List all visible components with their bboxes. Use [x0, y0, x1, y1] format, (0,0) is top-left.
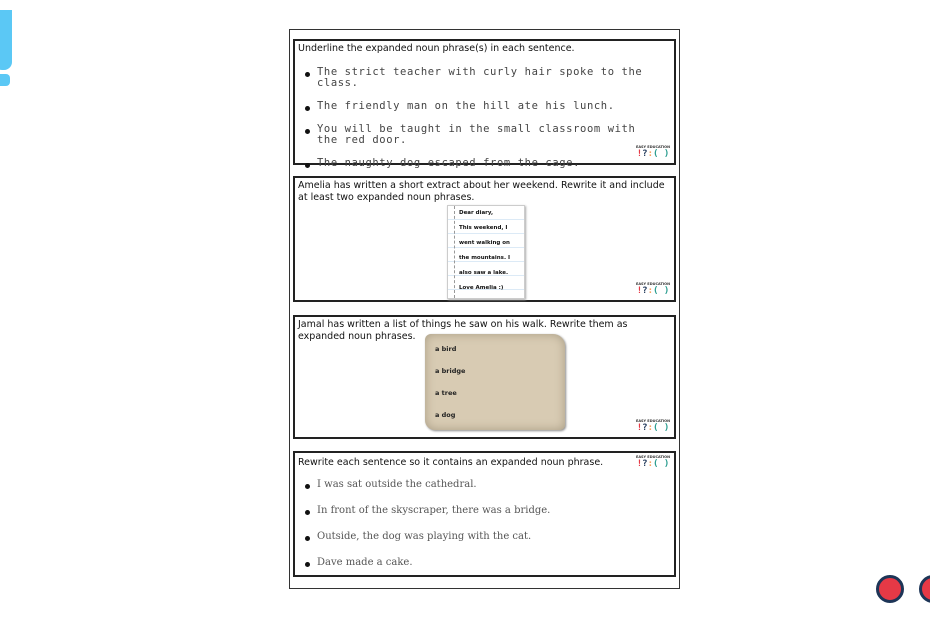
diary-line: also saw a lake. — [459, 270, 509, 276]
torn-paper-image — [425, 334, 565, 430]
sentence-text: Dave made a cake. — [317, 557, 413, 568]
diary-note-image — [447, 205, 525, 299]
easy-education-logo: EASY EDUCATION !?:( ) — [635, 455, 671, 469]
question-card-2 — [293, 176, 676, 302]
card-1-question: Underline the expanded noun phrase(s) in each sentence. — [298, 43, 575, 54]
list-item — [305, 101, 654, 112]
list-item — [305, 531, 654, 543]
question-card-4 — [293, 451, 676, 577]
list-item — [305, 124, 654, 146]
bullet-icon — [305, 562, 310, 567]
question-card-3 — [293, 315, 676, 439]
list-item — [305, 479, 654, 491]
card-1-sentence-list — [305, 67, 654, 169]
card-4-question: Rewrite each sentence so it contains an expanded noun phrase. — [298, 457, 604, 468]
list-item — [305, 67, 654, 89]
sentence-text: Outside, the dog was playing with the cat. — [317, 531, 532, 542]
card-3-question: Jamal has written a list of things he saw on his walk. Rewrite them as expanded noun phrases. — [298, 319, 628, 342]
easy-education-logo: EASY EDUCATION !?:( ) — [635, 282, 671, 296]
list-item: a bridge — [435, 367, 466, 375]
diary-line: Love Amelia :) — [459, 285, 504, 291]
card-2-question: Amelia has written a short extract about her weekend. Rewrite it and include at least two expanded noun phrases. — [298, 180, 665, 203]
easy-education-logo: EASY EDUCATION !?:( ) — [635, 419, 671, 433]
list-item — [305, 505, 654, 517]
sentence-text: In front of the skyscraper, there was a bridge. — [317, 505, 551, 516]
worksheet-page — [289, 29, 680, 589]
sentence-text: I was sat outside the cathedral. — [317, 479, 477, 490]
bullet-icon — [305, 484, 310, 489]
list-item: a bird — [435, 345, 457, 353]
bullet-icon — [305, 129, 310, 134]
bullet-icon — [305, 510, 310, 515]
list-item — [305, 158, 654, 169]
list-item: a dog — [435, 411, 456, 419]
sentence-text: The friendly man on the hill ate his lunch. — [317, 100, 615, 112]
sentence-text: You will be taught in the small classroom with the red door. — [317, 123, 636, 146]
bullet-icon — [305, 536, 310, 541]
diary-line: This weekend, I — [459, 225, 508, 231]
list-item: a tree — [435, 389, 457, 397]
sentence-text: The naughty dog escaped from the cage. — [317, 157, 581, 169]
question-card-1 — [293, 39, 676, 169]
scribble-circle-decoration — [876, 575, 904, 603]
bullet-icon — [305, 72, 310, 77]
diary-line: went walking on — [459, 240, 510, 246]
easy-education-logo: EASY EDUCATION !?:( ) — [635, 145, 671, 159]
scribble-circle-decoration — [919, 575, 930, 603]
list-item — [305, 557, 654, 569]
diary-line: Dear diary, — [459, 210, 494, 216]
bullet-icon — [305, 106, 310, 111]
exclamation-decoration — [0, 10, 12, 70]
bullet-icon — [305, 163, 310, 168]
diary-line: the mountains. I — [459, 255, 510, 261]
card-4-sentence-list — [305, 479, 654, 569]
sentence-text: The strict teacher with curly hair spoke to the class. — [317, 66, 643, 89]
exclamation-dot-decoration — [0, 74, 10, 86]
